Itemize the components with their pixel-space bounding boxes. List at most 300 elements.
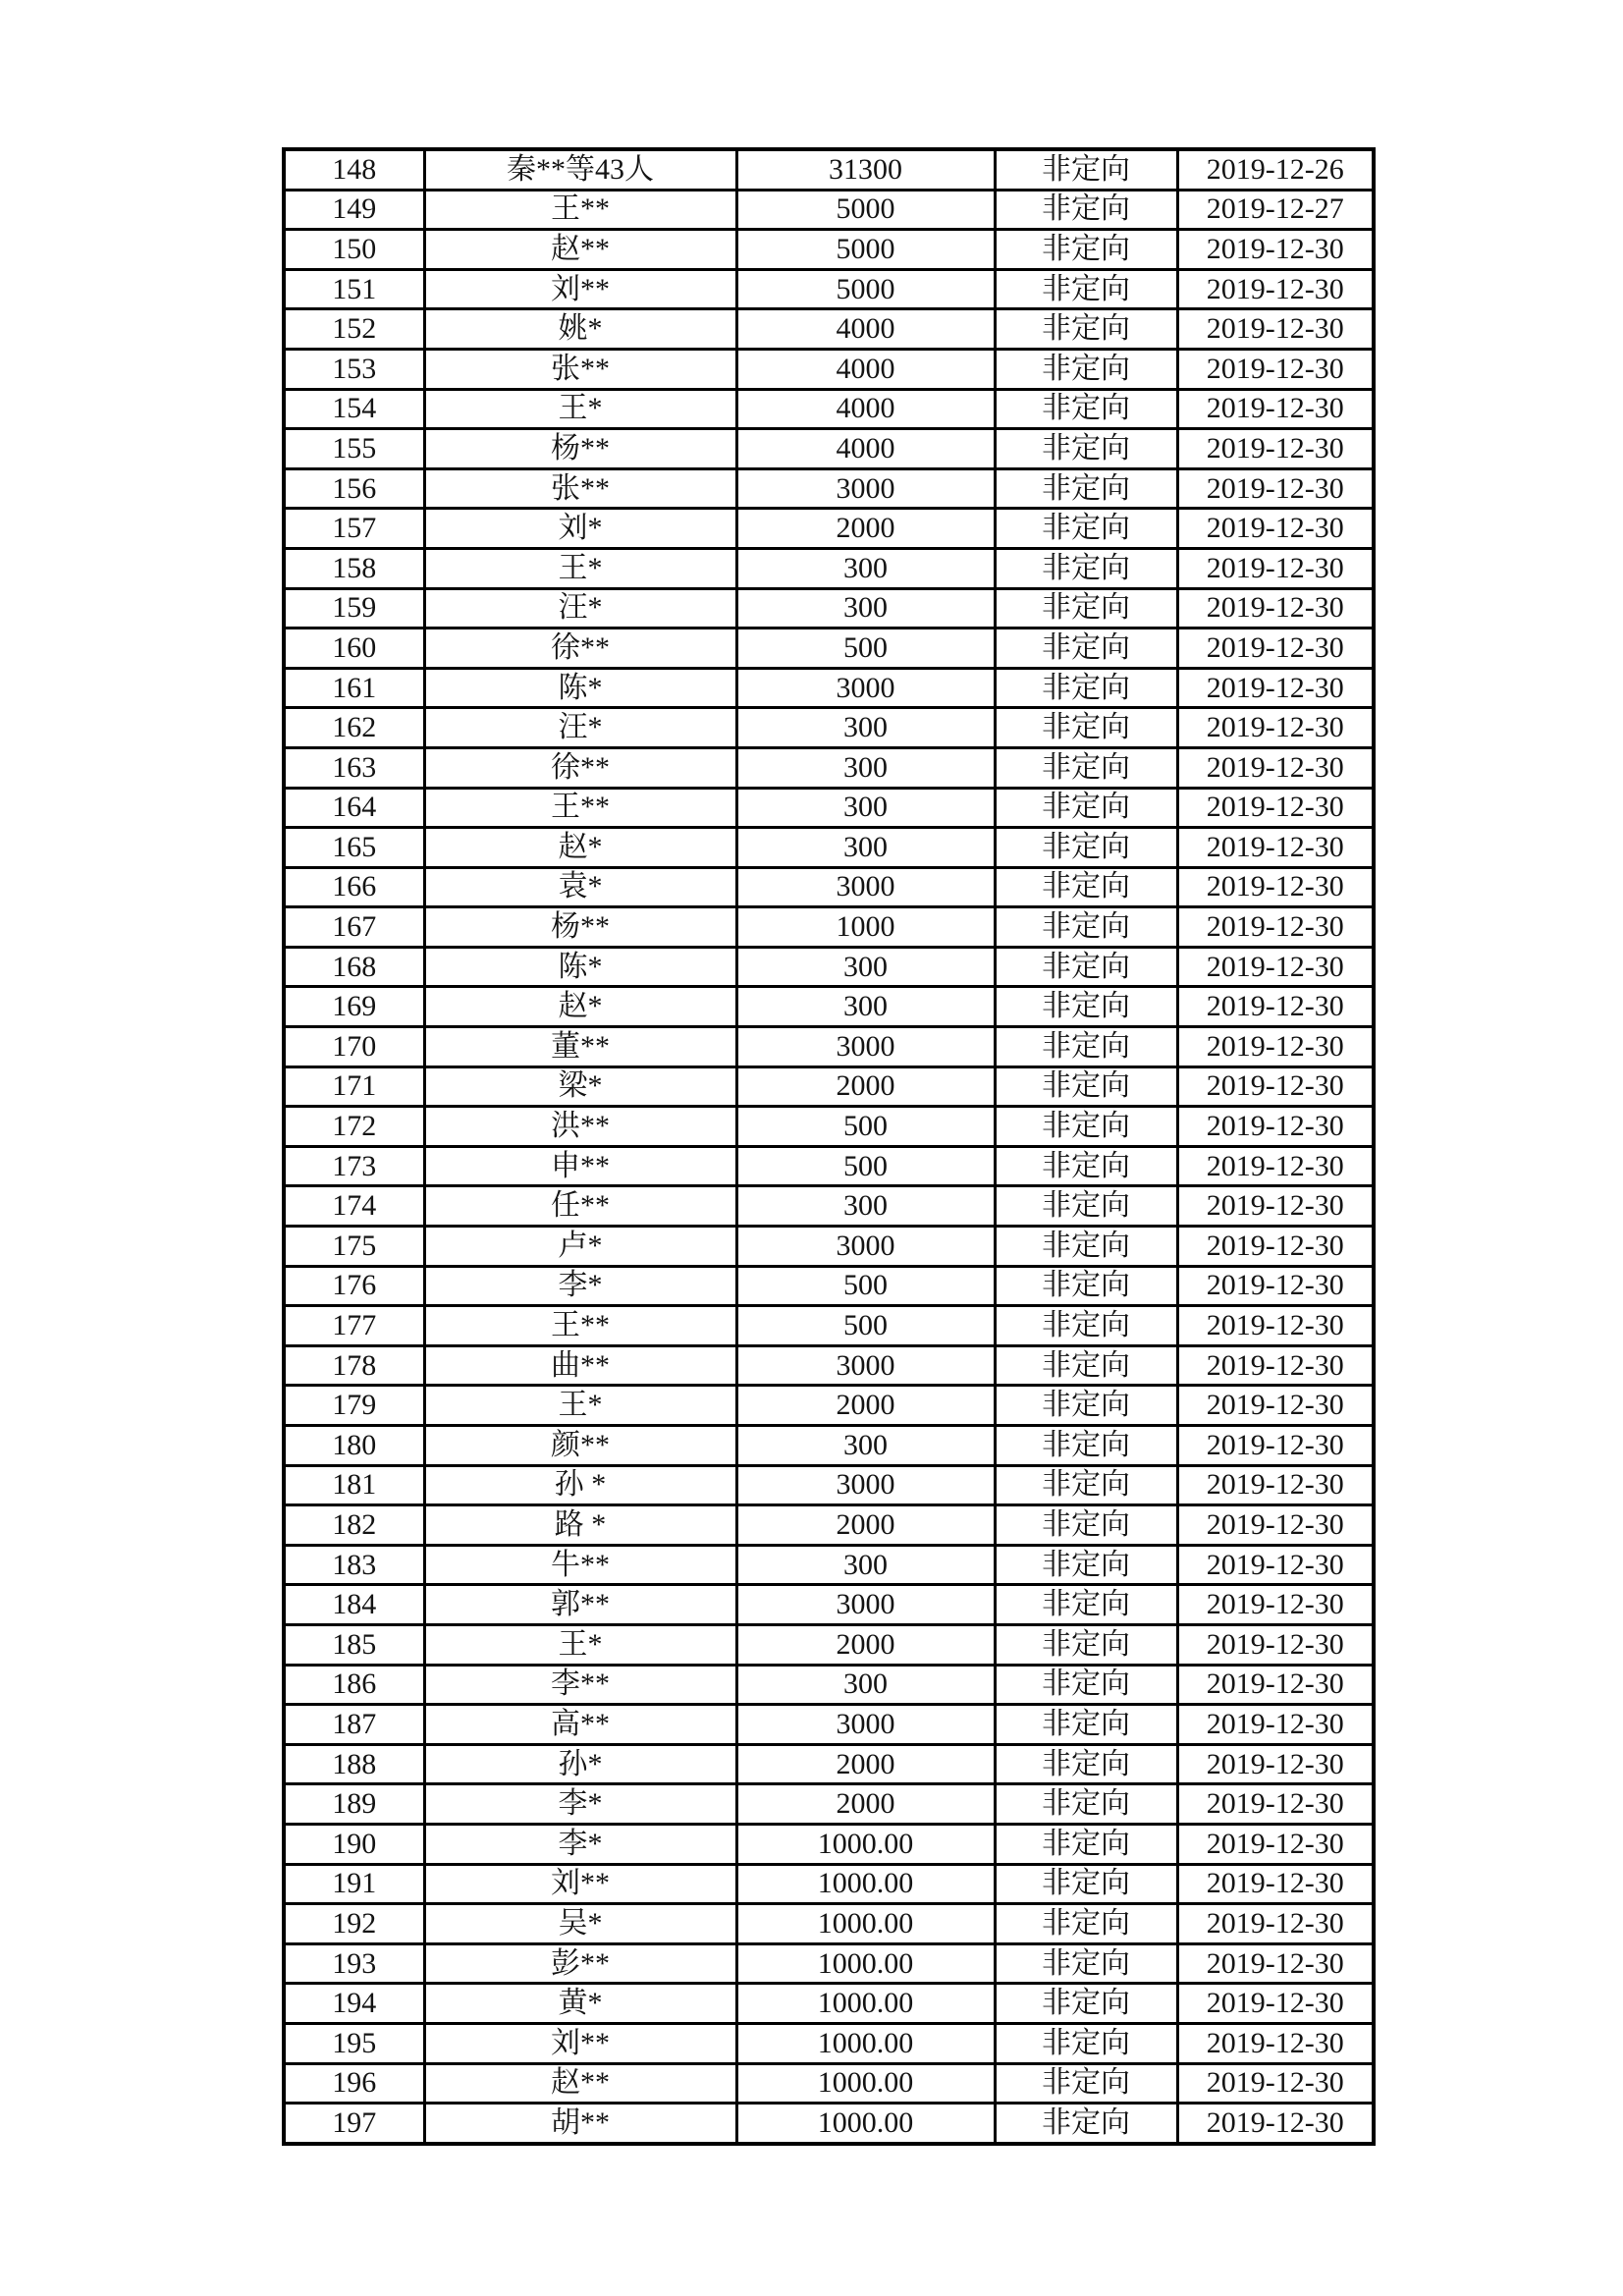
date-cell: 2019-12-30: [1177, 1426, 1374, 1466]
amount-cell: 1000.00: [736, 1904, 995, 1944]
category-cell: 非定向: [995, 1027, 1177, 1067]
name-cell: 王**: [424, 788, 736, 828]
name-cell: 李*: [424, 1266, 736, 1306]
name-cell: 孙 *: [424, 1465, 736, 1505]
date-cell: 2019-12-30: [1177, 2063, 1374, 2104]
name-cell: 李*: [424, 1824, 736, 1864]
table-row: [284, 1227, 1374, 1267]
table-row: [284, 429, 1374, 469]
category-cell: 非定向: [995, 468, 1177, 509]
name-cell: 申**: [424, 1146, 736, 1186]
amount-cell: 3000: [736, 1585, 995, 1625]
category-cell: 非定向: [995, 389, 1177, 429]
date-cell: 2019-12-30: [1177, 947, 1374, 987]
table-row: [284, 349, 1374, 389]
table-row: [284, 1744, 1374, 1784]
amount-cell: 300: [736, 1426, 995, 1466]
category-cell: 非定向: [995, 588, 1177, 629]
category-cell: 非定向: [995, 747, 1177, 788]
name-cell: 姚*: [424, 309, 736, 350]
date-cell: 2019-12-30: [1177, 1824, 1374, 1864]
date-cell: 2019-12-30: [1177, 588, 1374, 629]
table-row: [284, 468, 1374, 509]
index-cell: 183: [284, 1545, 424, 1585]
date-cell: 2019-12-30: [1177, 1585, 1374, 1625]
date-cell: 2019-12-30: [1177, 1665, 1374, 1705]
name-cell: 徐**: [424, 629, 736, 669]
table-row: [284, 1624, 1374, 1665]
amount-cell: 3000: [736, 668, 995, 708]
date-cell: 2019-12-30: [1177, 309, 1374, 350]
date-cell: 2019-12-30: [1177, 389, 1374, 429]
name-cell: 秦**等43人: [424, 149, 736, 190]
table-row: [284, 389, 1374, 429]
name-cell: 刘**: [424, 1864, 736, 1904]
date-cell: 2019-12-30: [1177, 907, 1374, 948]
name-cell: 王*: [424, 548, 736, 588]
table-row: [284, 907, 1374, 948]
date-cell: 2019-12-30: [1177, 708, 1374, 748]
index-cell: 161: [284, 668, 424, 708]
index-cell: 170: [284, 1027, 424, 1067]
date-cell: 2019-12-30: [1177, 548, 1374, 588]
category-cell: 非定向: [995, 1066, 1177, 1107]
index-cell: 171: [284, 1066, 424, 1107]
amount-cell: 1000.00: [736, 1824, 995, 1864]
table-row: [284, 230, 1374, 270]
name-cell: 颜**: [424, 1426, 736, 1466]
date-cell: 2019-12-30: [1177, 1904, 1374, 1944]
table-row: [284, 1027, 1374, 1067]
index-cell: 172: [284, 1107, 424, 1147]
table-row: [284, 1545, 1374, 1585]
name-cell: 杨**: [424, 429, 736, 469]
table-row: [284, 1386, 1374, 1426]
table-row: [284, 1505, 1374, 1546]
category-cell: 非定向: [995, 1864, 1177, 1904]
amount-cell: 2000: [736, 1784, 995, 1825]
amount-cell: 2000: [736, 1386, 995, 1426]
name-cell: 卢*: [424, 1227, 736, 1267]
category-cell: 非定向: [995, 1744, 1177, 1784]
index-cell: 152: [284, 309, 424, 350]
category-cell: 非定向: [995, 1107, 1177, 1147]
name-cell: 王*: [424, 1386, 736, 1426]
amount-cell: 500: [736, 1107, 995, 1147]
name-cell: 赵*: [424, 987, 736, 1027]
amount-cell: 3000: [736, 1465, 995, 1505]
category-cell: 非定向: [995, 429, 1177, 469]
date-cell: 2019-12-30: [1177, 1107, 1374, 1147]
amount-cell: 500: [736, 1146, 995, 1186]
table-row: [284, 1306, 1374, 1346]
index-cell: 150: [284, 230, 424, 270]
date-cell: 2019-12-30: [1177, 2023, 1374, 2063]
amount-cell: 4000: [736, 429, 995, 469]
table-body: [284, 149, 1374, 2144]
date-cell: 2019-12-30: [1177, 269, 1374, 309]
category-cell: 非定向: [995, 548, 1177, 588]
amount-cell: 300: [736, 828, 995, 868]
table-row: [284, 1824, 1374, 1864]
date-cell: 2019-12-30: [1177, 1984, 1374, 2024]
table-row: [284, 1904, 1374, 1944]
amount-cell: 1000.00: [736, 2063, 995, 2104]
name-cell: 赵**: [424, 2063, 736, 2104]
amount-cell: 300: [736, 747, 995, 788]
index-cell: 164: [284, 788, 424, 828]
index-cell: 148: [284, 149, 424, 190]
date-cell: 2019-12-30: [1177, 1345, 1374, 1386]
table-row: [284, 1784, 1374, 1825]
name-cell: 胡**: [424, 2104, 736, 2144]
amount-cell: 500: [736, 1306, 995, 1346]
category-cell: 非定向: [995, 708, 1177, 748]
name-cell: 任**: [424, 1186, 736, 1227]
name-cell: 路 *: [424, 1505, 736, 1546]
category-cell: 非定向: [995, 1705, 1177, 1745]
name-cell: 董**: [424, 1027, 736, 1067]
category-cell: 非定向: [995, 1345, 1177, 1386]
name-cell: 汪*: [424, 588, 736, 629]
index-cell: 149: [284, 190, 424, 230]
amount-cell: 2000: [736, 1624, 995, 1665]
table-row: [284, 588, 1374, 629]
name-cell: 王**: [424, 190, 736, 230]
name-cell: 梁*: [424, 1066, 736, 1107]
amount-cell: 300: [736, 1186, 995, 1227]
amount-cell: 31300: [736, 149, 995, 190]
date-cell: 2019-12-30: [1177, 828, 1374, 868]
category-cell: 非定向: [995, 309, 1177, 350]
donation-records-table: [282, 147, 1376, 2146]
index-cell: 175: [284, 1227, 424, 1267]
index-cell: 154: [284, 389, 424, 429]
index-cell: 185: [284, 1624, 424, 1665]
name-cell: 李**: [424, 1665, 736, 1705]
date-cell: 2019-12-30: [1177, 1545, 1374, 1585]
table-row: [284, 509, 1374, 549]
date-cell: 2019-12-30: [1177, 1943, 1374, 1984]
table-row: [284, 2104, 1374, 2144]
category-cell: 非定向: [995, 269, 1177, 309]
category-cell: 非定向: [995, 1943, 1177, 1984]
amount-cell: 1000.00: [736, 2023, 995, 2063]
category-cell: 非定向: [995, 907, 1177, 948]
date-cell: 2019-12-30: [1177, 2104, 1374, 2144]
table-row: [284, 1705, 1374, 1745]
table-row: [284, 987, 1374, 1027]
index-cell: 169: [284, 987, 424, 1027]
name-cell: 彭**: [424, 1943, 736, 1984]
category-cell: 非定向: [995, 509, 1177, 549]
amount-cell: 500: [736, 1266, 995, 1306]
table-row: [284, 1146, 1374, 1186]
date-cell: 2019-12-30: [1177, 1066, 1374, 1107]
table-row: [284, 1465, 1374, 1505]
date-cell: 2019-12-30: [1177, 1465, 1374, 1505]
name-cell: 郭**: [424, 1585, 736, 1625]
amount-cell: 3000: [736, 1705, 995, 1745]
index-cell: 165: [284, 828, 424, 868]
name-cell: 张**: [424, 349, 736, 389]
category-cell: 非定向: [995, 1665, 1177, 1705]
table-row: [284, 1864, 1374, 1904]
category-cell: 非定向: [995, 828, 1177, 868]
table-row: [284, 828, 1374, 868]
amount-cell: 300: [736, 548, 995, 588]
table-row: [284, 1066, 1374, 1107]
category-cell: 非定向: [995, 1784, 1177, 1825]
index-cell: 186: [284, 1665, 424, 1705]
index-cell: 160: [284, 629, 424, 669]
index-cell: 153: [284, 349, 424, 389]
name-cell: 张**: [424, 468, 736, 509]
date-cell: 2019-12-30: [1177, 1227, 1374, 1267]
date-cell: 2019-12-30: [1177, 1624, 1374, 1665]
index-cell: 192: [284, 1904, 424, 1944]
date-cell: 2019-12-30: [1177, 987, 1374, 1027]
table-row: [284, 1107, 1374, 1147]
amount-cell: 5000: [736, 230, 995, 270]
name-cell: 刘*: [424, 509, 736, 549]
category-cell: 非定向: [995, 1984, 1177, 2024]
name-cell: 刘**: [424, 269, 736, 309]
category-cell: 非定向: [995, 230, 1177, 270]
index-cell: 187: [284, 1705, 424, 1745]
name-cell: 袁*: [424, 867, 736, 907]
table-row: [284, 668, 1374, 708]
amount-cell: 500: [736, 629, 995, 669]
table-row: [284, 947, 1374, 987]
index-cell: 167: [284, 907, 424, 948]
index-cell: 180: [284, 1426, 424, 1466]
name-cell: 曲**: [424, 1345, 736, 1386]
category-cell: 非定向: [995, 349, 1177, 389]
category-cell: 非定向: [995, 788, 1177, 828]
date-cell: 2019-12-30: [1177, 1146, 1374, 1186]
date-cell: 2019-12-30: [1177, 230, 1374, 270]
table-row: [284, 149, 1374, 190]
name-cell: 牛**: [424, 1545, 736, 1585]
table-row: [284, 2023, 1374, 2063]
table-row: [284, 788, 1374, 828]
category-cell: 非定向: [995, 1426, 1177, 1466]
index-cell: 168: [284, 947, 424, 987]
name-cell: 陈*: [424, 947, 736, 987]
date-cell: 2019-12-30: [1177, 468, 1374, 509]
table-row: [284, 1665, 1374, 1705]
amount-cell: 5000: [736, 190, 995, 230]
category-cell: 非定向: [995, 1545, 1177, 1585]
name-cell: 杨**: [424, 907, 736, 948]
category-cell: 非定向: [995, 1465, 1177, 1505]
name-cell: 李*: [424, 1784, 736, 1825]
date-cell: 2019-12-30: [1177, 1864, 1374, 1904]
name-cell: 黄*: [424, 1984, 736, 2024]
date-cell: 2019-12-30: [1177, 1505, 1374, 1546]
date-cell: 2019-12-30: [1177, 1744, 1374, 1784]
index-cell: 197: [284, 2104, 424, 2144]
category-cell: 非定向: [995, 1266, 1177, 1306]
amount-cell: 2000: [736, 1744, 995, 1784]
name-cell: 王*: [424, 389, 736, 429]
amount-cell: 1000.00: [736, 2104, 995, 2144]
table-row: [284, 309, 1374, 350]
amount-cell: 5000: [736, 269, 995, 309]
amount-cell: 2000: [736, 1505, 995, 1546]
name-cell: 徐**: [424, 747, 736, 788]
category-cell: 非定向: [995, 1824, 1177, 1864]
date-cell: 2019-12-30: [1177, 1386, 1374, 1426]
index-cell: 177: [284, 1306, 424, 1346]
index-cell: 155: [284, 429, 424, 469]
amount-cell: 300: [736, 588, 995, 629]
index-cell: 157: [284, 509, 424, 549]
name-cell: 赵**: [424, 230, 736, 270]
name-cell: 刘**: [424, 2023, 736, 2063]
category-cell: 非定向: [995, 867, 1177, 907]
index-cell: 156: [284, 468, 424, 509]
date-cell: 2019-12-30: [1177, 867, 1374, 907]
table-row: [284, 2063, 1374, 2104]
category-cell: 非定向: [995, 149, 1177, 190]
index-cell: 163: [284, 747, 424, 788]
table-row: [284, 1984, 1374, 2024]
table-row: [284, 548, 1374, 588]
index-cell: 195: [284, 2023, 424, 2063]
category-cell: 非定向: [995, 987, 1177, 1027]
date-cell: 2019-12-30: [1177, 349, 1374, 389]
index-cell: 196: [284, 2063, 424, 2104]
index-cell: 193: [284, 1943, 424, 1984]
category-cell: 非定向: [995, 2023, 1177, 2063]
table-row: [284, 190, 1374, 230]
amount-cell: 2000: [736, 509, 995, 549]
date-cell: 2019-12-30: [1177, 429, 1374, 469]
table-row: [284, 1426, 1374, 1466]
amount-cell: 300: [736, 708, 995, 748]
amount-cell: 3000: [736, 1345, 995, 1386]
date-cell: 2019-12-27: [1177, 190, 1374, 230]
amount-cell: 4000: [736, 389, 995, 429]
amount-cell: 300: [736, 1665, 995, 1705]
table-row: [284, 1186, 1374, 1227]
index-cell: 179: [284, 1386, 424, 1426]
category-cell: 非定向: [995, 1624, 1177, 1665]
date-cell: 2019-12-30: [1177, 788, 1374, 828]
name-cell: 孙*: [424, 1744, 736, 1784]
amount-cell: 4000: [736, 349, 995, 389]
table-row: [284, 747, 1374, 788]
index-cell: 194: [284, 1984, 424, 2024]
index-cell: 158: [284, 548, 424, 588]
name-cell: 吴*: [424, 1904, 736, 1944]
amount-cell: 1000.00: [736, 1864, 995, 1904]
name-cell: 陈*: [424, 668, 736, 708]
name-cell: 赵*: [424, 828, 736, 868]
table-row: [284, 1943, 1374, 1984]
index-cell: 181: [284, 1465, 424, 1505]
amount-cell: 3000: [736, 1027, 995, 1067]
index-cell: 190: [284, 1824, 424, 1864]
category-cell: 非定向: [995, 1904, 1177, 1944]
amount-cell: 1000.00: [736, 1984, 995, 2024]
date-cell: 2019-12-30: [1177, 1186, 1374, 1227]
amount-cell: 300: [736, 788, 995, 828]
name-cell: 洪**: [424, 1107, 736, 1147]
table-row: [284, 1345, 1374, 1386]
table-row: [284, 269, 1374, 309]
index-cell: 174: [284, 1186, 424, 1227]
category-cell: 非定向: [995, 629, 1177, 669]
date-cell: 2019-12-30: [1177, 629, 1374, 669]
index-cell: 188: [284, 1744, 424, 1784]
amount-cell: 3000: [736, 468, 995, 509]
amount-cell: 300: [736, 1545, 995, 1585]
amount-cell: 300: [736, 987, 995, 1027]
name-cell: 王**: [424, 1306, 736, 1346]
category-cell: 非定向: [995, 1146, 1177, 1186]
amount-cell: 4000: [736, 309, 995, 350]
date-cell: 2019-12-30: [1177, 509, 1374, 549]
amount-cell: 1000: [736, 907, 995, 948]
amount-cell: 3000: [736, 867, 995, 907]
index-cell: 189: [284, 1784, 424, 1825]
category-cell: 非定向: [995, 2063, 1177, 2104]
category-cell: 非定向: [995, 668, 1177, 708]
date-cell: 2019-12-30: [1177, 1306, 1374, 1346]
index-cell: 178: [284, 1345, 424, 1386]
date-cell: 2019-12-30: [1177, 668, 1374, 708]
index-cell: 173: [284, 1146, 424, 1186]
date-cell: 2019-12-30: [1177, 1784, 1374, 1825]
amount-cell: 1000.00: [736, 1943, 995, 1984]
date-cell: 2019-12-26: [1177, 149, 1374, 190]
index-cell: 176: [284, 1266, 424, 1306]
category-cell: 非定向: [995, 2104, 1177, 2144]
table-row: [284, 1266, 1374, 1306]
name-cell: 王*: [424, 1624, 736, 1665]
table-row: [284, 867, 1374, 907]
category-cell: 非定向: [995, 1306, 1177, 1346]
name-cell: 高**: [424, 1705, 736, 1745]
name-cell: 汪*: [424, 708, 736, 748]
date-cell: 2019-12-30: [1177, 747, 1374, 788]
category-cell: 非定向: [995, 947, 1177, 987]
amount-cell: 3000: [736, 1227, 995, 1267]
table-row: [284, 1585, 1374, 1625]
category-cell: 非定向: [995, 1585, 1177, 1625]
index-cell: 182: [284, 1505, 424, 1546]
index-cell: 159: [284, 588, 424, 629]
date-cell: 2019-12-30: [1177, 1027, 1374, 1067]
table-row: [284, 629, 1374, 669]
amount-cell: 300: [736, 947, 995, 987]
index-cell: 166: [284, 867, 424, 907]
category-cell: 非定向: [995, 190, 1177, 230]
date-cell: 2019-12-30: [1177, 1705, 1374, 1745]
index-cell: 184: [284, 1585, 424, 1625]
index-cell: 191: [284, 1864, 424, 1904]
category-cell: 非定向: [995, 1386, 1177, 1426]
date-cell: 2019-12-30: [1177, 1266, 1374, 1306]
category-cell: 非定向: [995, 1186, 1177, 1227]
index-cell: 162: [284, 708, 424, 748]
index-cell: 151: [284, 269, 424, 309]
category-cell: 非定向: [995, 1505, 1177, 1546]
table-row: [284, 708, 1374, 748]
